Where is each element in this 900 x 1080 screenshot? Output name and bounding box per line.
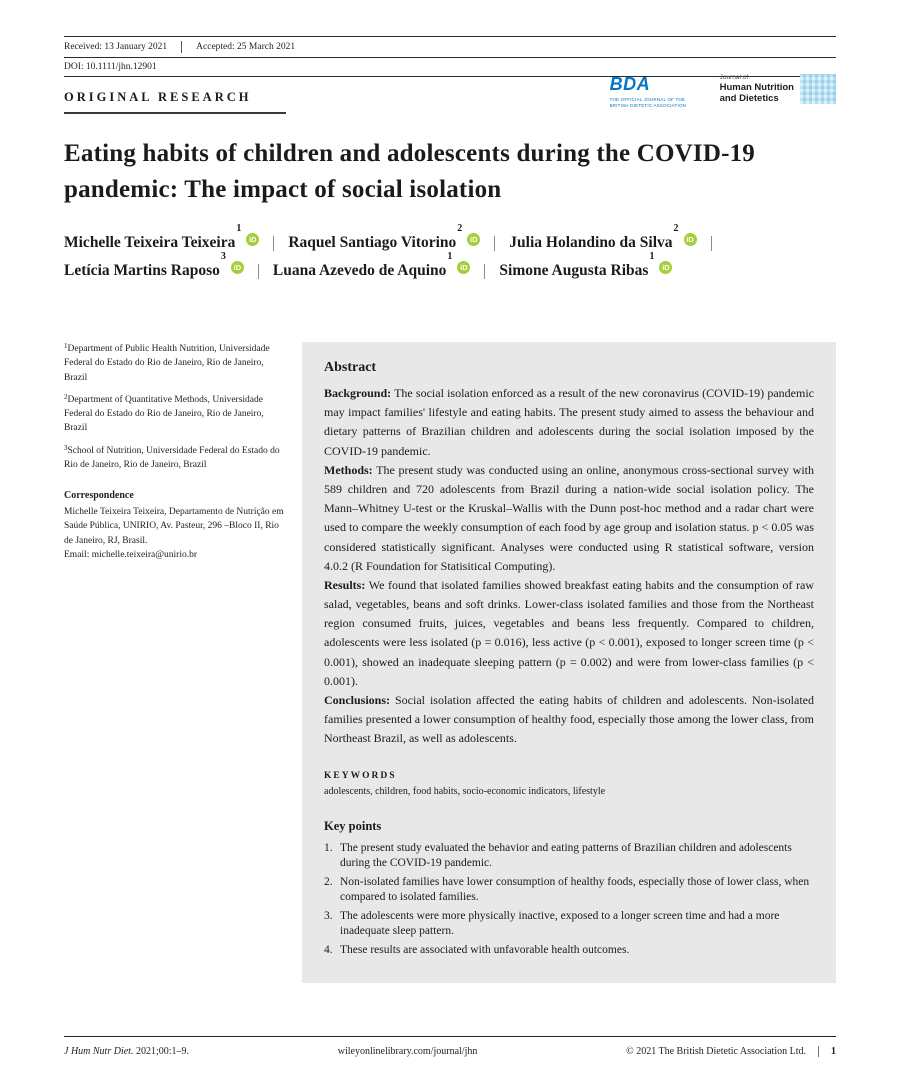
page-number: 1 bbox=[818, 1046, 836, 1057]
author-name: Luana Azevedo de Aquino bbox=[272, 262, 447, 279]
author-separator bbox=[258, 264, 259, 279]
section-text: The social isolation enforced as a result of the new coronavirus (COVID-19) pandemic may impact families' lifestyle and eating habits. The present study aimed to assess the behaviour and dietary patterns of Brazilian children and adolescents during the social isolation imposed by the COVID-19 pandemic. bbox=[324, 386, 814, 458]
abstract-conclusions bbox=[324, 691, 814, 749]
affiliation bbox=[64, 444, 288, 473]
orcid-icon[interactable]: iD bbox=[467, 233, 480, 246]
correspondence-heading: Correspondence bbox=[64, 490, 134, 501]
author-separator bbox=[494, 236, 495, 251]
author-list bbox=[64, 223, 836, 280]
correspondence-text: Michelle Teixeira Teixeira, Departamento de Nutrição em Saúde Pública, UNIRIO, Av. Pasteur, 296 –Bloco II, Rio de Janeiro, RJ, Brasil. bbox=[64, 507, 284, 546]
author-name: Julia Holandino da Silva bbox=[509, 234, 673, 251]
keywords-heading: KEYWORDS bbox=[324, 770, 397, 781]
orcid-icon[interactable]: iD bbox=[457, 261, 470, 274]
affiliation bbox=[64, 393, 288, 436]
author-name: Simone Augusta Ribas bbox=[499, 262, 649, 279]
article-type-label: ORIGINAL RESEARCH bbox=[64, 90, 286, 114]
key-point-number: 1. bbox=[324, 841, 333, 854]
journal-logo-mosaic bbox=[800, 74, 836, 104]
section-label: Conclusions: bbox=[324, 693, 391, 707]
orcid-icon[interactable]: iD bbox=[246, 233, 259, 246]
journal-title-line1: Journal of bbox=[719, 74, 749, 81]
author: Letícia Martins Raposo 3 iD bbox=[64, 262, 244, 280]
footer-right bbox=[626, 1046, 836, 1057]
affiliation-text: Department of Quantitative Methods, Universidade Federal do Estado do Rio de Janeiro, Rio de Janeiro, Brazil bbox=[64, 394, 264, 434]
received-accepted-row bbox=[64, 37, 836, 58]
journal-title-text bbox=[720, 74, 794, 104]
bda-logo-text: BDA bbox=[609, 74, 651, 94]
section-label: Results: bbox=[324, 577, 366, 592]
author-name: Michelle Teixeira Teixeira bbox=[64, 234, 236, 251]
key-point bbox=[324, 841, 814, 872]
keywords-text: adolescents, children, food habits, socio-economic indicators, lifestyle bbox=[324, 785, 606, 797]
journal-title-line2: Human Nutrition bbox=[719, 82, 794, 93]
section-text: Social isolation affected the eating habits of children and adolescents. Non-isolated families presented a lower consumption of healthy food, especially those among the lower class, from Northeast Brazil, as well as adolescents. bbox=[324, 693, 814, 746]
abstract-results bbox=[324, 576, 814, 691]
key-point-text: The adolescents were more physically inactive, exposed to a longer screen time and had a more inadequate sleep pattern. bbox=[340, 909, 780, 938]
section-label: Background: bbox=[324, 386, 392, 400]
author: Raquel Santiago Vitorino 2 iD bbox=[288, 234, 480, 252]
abstract-methods bbox=[324, 461, 814, 576]
key-point bbox=[324, 909, 814, 940]
abstract-background bbox=[324, 384, 814, 461]
affiliation bbox=[64, 342, 288, 385]
footer-copyright: © 2021 The British Dietetic Association Ltd. bbox=[626, 1046, 806, 1057]
correspondence-email-row bbox=[64, 548, 288, 562]
orcid-icon[interactable]: iD bbox=[231, 261, 244, 274]
email-link[interactable]: michelle.teixeira@unirio.br bbox=[91, 549, 197, 560]
key-point-text: These results are associated with unfavorable health outcomes. bbox=[340, 943, 630, 956]
key-point bbox=[324, 943, 814, 959]
author: Julia Holandino da Silva 2 iD bbox=[509, 234, 696, 252]
footer-journal-url[interactable]: wileyonlinelibrary.com/journal/jhn bbox=[337, 1046, 478, 1057]
key-point-number: 2. bbox=[324, 875, 333, 888]
vertical-divider bbox=[181, 41, 182, 53]
key-point-text: The present study evaluated the behavior and eating patterns of Brazilian children and adolescents during the COVID-19 pandemic. bbox=[340, 841, 792, 870]
bda-logo bbox=[610, 74, 706, 109]
abstract-heading: Abstract bbox=[324, 360, 377, 375]
section-text: We found that isolated families showed breakfast eating habits and the consumption of raw salad, vegetables, beans and soft drinks. Lower-class isolated families and those from the Northeast region consumed fruits, juices, vegetables and beans less frequently. Compared to children, adolescents were less isolated (p = 0.016), less active (p < 0.001), exposed to longer screen time (p < 0.001), showed an inadequate sleeping pattern (p = 0.002) and were from lower-class families (p < 0.001). bbox=[324, 577, 814, 688]
page-title: Eating habits of children and adolescents during the COVID-19 pandemic: The impact of social isolation bbox=[64, 140, 755, 203]
affiliation-sup: 2 bbox=[64, 392, 68, 401]
journal-logos bbox=[610, 74, 836, 109]
page-footer bbox=[64, 1036, 836, 1057]
doi-text: DOI: 10.1111/jhn.12901 bbox=[64, 62, 157, 72]
key-points-heading: Key points bbox=[324, 818, 382, 833]
footer-citation-rest: 2021;00:1–9. bbox=[133, 1046, 190, 1057]
journal-title-logo bbox=[720, 74, 836, 104]
author: Simone Augusta Ribas 1 iD bbox=[499, 262, 672, 280]
orcid-icon[interactable]: iD bbox=[684, 233, 697, 246]
affiliation-sup: 3 bbox=[64, 443, 68, 452]
article-type-row bbox=[64, 88, 286, 114]
affiliation-text: School of Nutrition, Universidade Federal do Estado do Rio de Janeiro, Rio de Janeiro, Brazil bbox=[64, 445, 280, 470]
key-points-list bbox=[324, 841, 814, 959]
section-text: The present study was conducted using an online, anonymous cross-sectional survey with 589 children and 720 adolescents from Brazil during a nation-wide social isolation policy. The Mann–Whitney U-test or the Kruskal–Wallis with the Dunn post-hoc method and a radar chart were used to compare the weekly consumption of each food by age group and isolation status. p < 0.05 was considered statistically significant. Analyses were conducted using R statistical software, version 4.0.2 (R Foundation for Statisitical Computing). bbox=[324, 462, 814, 573]
affiliation-sup: 1 bbox=[64, 342, 68, 350]
key-point bbox=[324, 875, 814, 906]
author-name: Raquel Santiago Vitorino bbox=[288, 234, 457, 251]
footer-journal-abbrev: J Hum Nutr Diet. bbox=[64, 1046, 134, 1057]
received-date: Received: 13 January 2021 bbox=[64, 42, 168, 52]
author-name: Letícia Martins Raposo bbox=[64, 262, 220, 279]
article-history-bar bbox=[64, 36, 836, 77]
affiliation-text: Department of Public Health Nutrition, Universidade Federal do Estado do Rio de Janeiro, Rio de Janeiro, Brazil bbox=[64, 344, 270, 383]
author: Luana Azevedo de Aquino 1 iD bbox=[273, 262, 471, 280]
author: Michelle Teixeira Teixeira 1 iD bbox=[64, 234, 259, 252]
key-point-number: 3. bbox=[324, 909, 333, 922]
article-body bbox=[64, 342, 836, 983]
bda-tagline: THE OFFICIAL JOURNAL OF THE BRITISH DIETETIC ASSOCIATION bbox=[609, 97, 687, 109]
footer-citation bbox=[64, 1046, 189, 1057]
key-point-text: Non-isolated families have lower consumption of healthy foods, especially those of lower class, when compared to isolated families. bbox=[340, 875, 810, 904]
abstract-box bbox=[302, 342, 836, 983]
author-separator bbox=[711, 236, 712, 251]
orcid-icon[interactable]: iD bbox=[659, 261, 672, 274]
email-label: Email: bbox=[64, 549, 92, 560]
key-point-number: 4. bbox=[324, 943, 333, 956]
section-label: Methods: bbox=[324, 462, 373, 477]
author-separator bbox=[484, 264, 485, 279]
left-column bbox=[64, 342, 288, 562]
journal-title-line3: and Dietetics bbox=[719, 93, 779, 104]
accepted-date: Accepted: 25 March 2021 bbox=[196, 42, 296, 52]
author-separator bbox=[273, 236, 274, 251]
